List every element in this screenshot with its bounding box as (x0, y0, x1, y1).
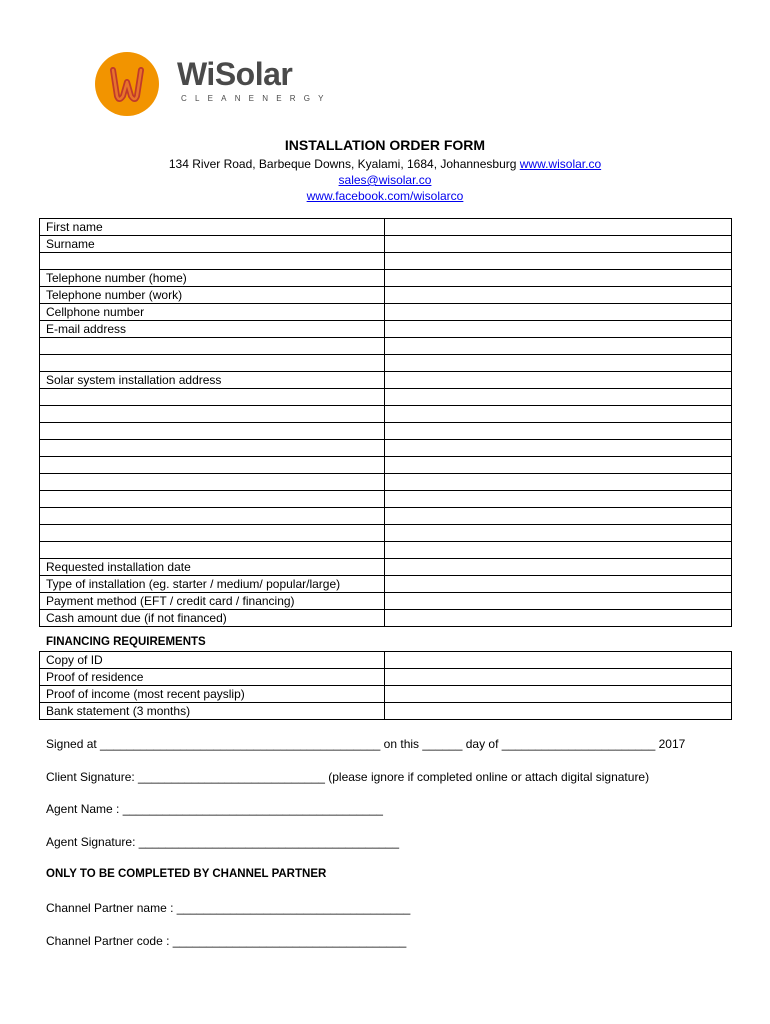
financing-heading: FINANCING REQUIREMENTS (46, 636, 206, 648)
field-value-cell[interactable] (385, 304, 732, 321)
table-row (40, 610, 732, 627)
signed-at-line[interactable]: Signed at __________________________________________ on this ______ day of _______________________ 2017 (46, 737, 686, 751)
logo-tagline: CLEANENERGY (181, 94, 332, 103)
channel-partner-heading: ONLY TO BE COMPLETED BY CHANNEL PARTNER (46, 868, 327, 880)
table-row (40, 593, 732, 610)
channel-partner-code-line[interactable]: Channel Partner code : ___________________________________ (46, 934, 407, 948)
table-row (40, 287, 732, 304)
table-row (40, 406, 732, 423)
field-value-cell[interactable] (385, 321, 732, 338)
company-logo (95, 52, 332, 118)
table-row (40, 372, 732, 389)
field-label: Cash amount due (if not financed) (40, 610, 385, 627)
field-value-cell[interactable] (385, 389, 732, 406)
field-value-cell[interactable] (385, 236, 732, 253)
agent-signature-line[interactable]: Agent Signature: _______________________________________ (46, 835, 400, 849)
field-label: Payment method (EFT / credit card / financing) (40, 593, 385, 610)
field-value-cell[interactable] (385, 355, 732, 372)
logo-emblem-icon (95, 52, 159, 116)
field-label: Type of installation (eg. starter / medium/ popular/large) (40, 576, 385, 593)
facebook-line (0, 189, 770, 203)
channel-partner-name-line[interactable]: Channel Partner name : ___________________________________ (46, 901, 411, 915)
field-label: Proof of residence (40, 669, 385, 686)
field-label: Telephone number (home) (40, 270, 385, 287)
field-value-cell[interactable] (385, 457, 732, 474)
table-row (40, 525, 732, 542)
table-row (40, 669, 732, 686)
field-label (40, 474, 385, 491)
table-row (40, 703, 732, 720)
field-label (40, 355, 385, 372)
field-value-cell[interactable] (385, 669, 732, 686)
form-title: INSTALLATION ORDER FORM (284, 137, 486, 153)
customer-details-table (39, 218, 732, 627)
table-row (40, 508, 732, 525)
table-row (40, 576, 732, 593)
table-row (40, 491, 732, 508)
field-label: Proof of income (most recent payslip) (40, 686, 385, 703)
table-row (40, 236, 732, 253)
field-value-cell[interactable] (385, 525, 732, 542)
field-value-cell[interactable] (385, 491, 732, 508)
field-value-cell[interactable] (385, 423, 732, 440)
field-label (40, 542, 385, 559)
field-value-cell[interactable] (385, 440, 732, 457)
financing-table (39, 651, 732, 720)
table-row (40, 270, 732, 287)
field-label: Solar system installation address (40, 372, 385, 389)
logo-brand-text: WiSolar (177, 56, 293, 92)
email-link[interactable]: sales@wisolar.co (338, 173, 432, 187)
field-label (40, 440, 385, 457)
field-value-cell[interactable] (385, 542, 732, 559)
field-value-cell[interactable] (385, 287, 732, 304)
field-value-cell[interactable] (385, 593, 732, 610)
field-value-cell[interactable] (385, 474, 732, 491)
field-value-cell[interactable] (385, 372, 732, 389)
client-signature-line[interactable]: Client Signature: ____________________________ (please ignore if completed online or attach digital signature) (46, 770, 650, 784)
table-row (40, 440, 732, 457)
field-label (40, 491, 385, 508)
table-row (40, 474, 732, 491)
field-label: Requested installation date (40, 559, 385, 576)
field-label (40, 525, 385, 542)
field-label: Surname (40, 236, 385, 253)
address-text: 134 River Road, Barbeque Downs, Kyalami, 1684, Johannesburg (168, 157, 520, 171)
table-row (40, 338, 732, 355)
field-label: First name (40, 219, 385, 236)
table-row (40, 389, 732, 406)
field-label (40, 389, 385, 406)
table-row (40, 304, 732, 321)
table-row (40, 253, 732, 270)
table-row (40, 355, 732, 372)
field-value-cell[interactable] (385, 406, 732, 423)
field-value-cell[interactable] (385, 686, 732, 703)
field-label (40, 457, 385, 474)
table-row (40, 652, 732, 669)
field-value-cell[interactable] (385, 576, 732, 593)
field-label: E-mail address (40, 321, 385, 338)
field-value-cell[interactable] (385, 253, 732, 270)
table-row (40, 219, 732, 236)
field-value-cell[interactable] (385, 610, 732, 627)
table-row (40, 457, 732, 474)
field-label: Bank statement (3 months) (40, 703, 385, 720)
field-value-cell[interactable] (385, 652, 732, 669)
field-value-cell[interactable] (385, 219, 732, 236)
table-row (40, 559, 732, 576)
facebook-link[interactable]: www.facebook.com/wisolarco (306, 189, 464, 203)
table-row (40, 423, 732, 440)
website-link[interactable]: www.wisolar.co (519, 157, 602, 171)
field-value-cell[interactable] (385, 703, 732, 720)
field-value-cell[interactable] (385, 508, 732, 525)
email-line (0, 173, 770, 187)
agent-name-line[interactable]: Agent Name : _______________________________________ (46, 802, 383, 816)
table-row (40, 321, 732, 338)
field-label (40, 406, 385, 423)
field-value-cell[interactable] (385, 338, 732, 355)
field-label (40, 508, 385, 525)
field-label (40, 423, 385, 440)
address-line (0, 157, 770, 171)
field-value-cell[interactable] (385, 559, 732, 576)
table-row (40, 542, 732, 559)
field-value-cell[interactable] (385, 270, 732, 287)
field-label (40, 338, 385, 355)
table-row (40, 686, 732, 703)
field-label: Copy of ID (40, 652, 385, 669)
field-label: Cellphone number (40, 304, 385, 321)
field-label: Telephone number (work) (40, 287, 385, 304)
field-label (40, 253, 385, 270)
